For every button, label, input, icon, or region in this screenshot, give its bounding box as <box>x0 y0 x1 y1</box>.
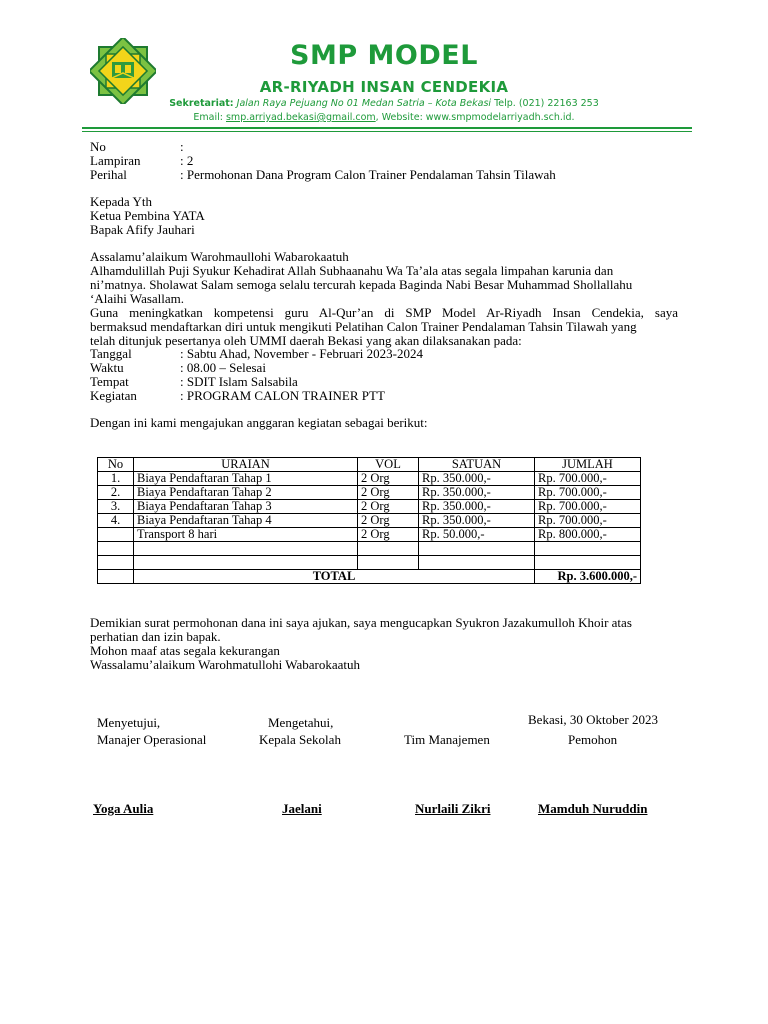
cell-no <box>98 542 134 556</box>
cell-uraian: Biaya Pendaftaran Tahap 4 <box>134 514 358 528</box>
table-row <box>98 528 641 542</box>
cell-vol <box>358 542 419 556</box>
cell-vol: 2 Org <box>358 472 419 486</box>
cell-satuan: Rp. 350.000,- <box>419 514 535 528</box>
closing-line-3: Mohon maaf atas segala kekurangan <box>90 643 280 658</box>
col-header-no: No <box>98 458 134 472</box>
field-no-value: : <box>180 139 184 154</box>
detail-tanggal-value: : Sabtu Ahad, November - Februari 2023-2024 <box>180 346 423 361</box>
cell-jumlah <box>535 542 641 556</box>
closing-line-2: perhatian dan izin bapak. <box>90 629 221 644</box>
phone-text: Telp. (021) 22163 253 <box>494 98 599 109</box>
cell-uraian: Biaya Pendaftaran Tahap 1 <box>134 472 358 486</box>
field-perihal-label: Perihal <box>90 167 127 182</box>
cell-no: 3. <box>98 500 134 514</box>
role-manajer-operasional: Manajer Operasional <box>97 732 207 747</box>
cell-vol: 2 Org <box>358 486 419 500</box>
recipient-line-2: Ketua Pembina YATA <box>90 208 205 223</box>
school-name: SMP MODEL <box>290 40 478 71</box>
paragraph-2-line-2: bermaksud mendaftarkan diri untuk mengikuti Pelatihan Calon Trainer Pendalaman Tahsin Tilawah yang <box>90 319 637 334</box>
paragraph-2-line-1: Guna meningkatkan kompetensi guru Al-Qur’an di SMP Model Ar-Riyadh Insan Cendekia, saya <box>90 305 678 320</box>
field-perihal-value: : Permohonan Dana Program Calon Trainer Pendalaman Tahsin Tilawah <box>180 167 556 182</box>
letterhead-rule-thick <box>82 127 692 129</box>
cell-jumlah: Rp. 700.000,- <box>535 472 641 486</box>
field-lampiran-label: Lampiran <box>90 153 141 168</box>
acknowledged-label: Mengetahui, <box>268 715 334 730</box>
detail-waktu-value: : 08.00 – Selesai <box>180 360 266 375</box>
table-row <box>98 486 641 500</box>
role-pemohon: Pemohon <box>568 732 618 747</box>
paragraph-1-line-1: Alhamdulillah Puji Syukur Kehadirat Allah Subhaanahu Wa Ta’ala atas segala limpahan karunia dan <box>90 263 614 278</box>
approved-label: Menyetujui, <box>97 715 161 730</box>
signatory-yoga-aulia: Yoga Aulia <box>93 801 154 816</box>
secretariat-label: Sekretariat: <box>169 98 234 109</box>
cell-uraian <box>134 542 358 556</box>
table-row <box>98 556 641 570</box>
cell-no: 4. <box>98 514 134 528</box>
cell-satuan: Rp. 50.000,- <box>419 528 535 542</box>
cell-satuan <box>419 542 535 556</box>
field-lampiran-value: : 2 <box>180 153 194 168</box>
website-text: , Website: www.smpmodelarriyadh.sch.id. <box>375 112 575 123</box>
cell-uraian: Biaya Pendaftaran Tahap 3 <box>134 500 358 514</box>
closing-line-4: Wassalamu’alaikum Warohmatullohi Wabarokaatuh <box>90 657 361 672</box>
paragraph-1-line-2: ni’matnya. Sholawat Salam semoga selalu tercurah kepada Baginda Nabi Besar Muhammad Shollallahu <box>90 277 633 292</box>
email-label: Email: <box>193 112 223 123</box>
recipient-line-3: Bapak Afify Jauhari <box>90 222 195 237</box>
address-line <box>0 98 768 109</box>
cell-no <box>98 528 134 542</box>
cell-vol: 2 Org <box>358 514 419 528</box>
table-row <box>98 472 641 486</box>
signatory-jaelani: Jaelani <box>282 801 322 816</box>
table-row <box>98 542 641 556</box>
detail-tempat-value: : SDIT Islam Salsabila <box>180 374 298 389</box>
cell-uraian: Transport 8 hari <box>134 528 358 542</box>
cell-jumlah: Rp. 800.000,- <box>535 528 641 542</box>
email-link[interactable]: smp.arriyad.bekasi@gmail.com <box>225 112 376 123</box>
address-text: Jalan Raya Pejuang No 01 Medan Satria – Kota Bekasi <box>236 98 492 109</box>
cell-uraian <box>134 556 358 570</box>
detail-tanggal-label: Tanggal <box>90 346 132 361</box>
cell-uraian: Biaya Pendaftaran Tahap 2 <box>134 486 358 500</box>
paragraph-1-line-3: ‘Alaihi Wasallam. <box>90 291 185 306</box>
col-header-satuan: SATUAN <box>419 458 535 472</box>
total-value: Rp. 3.600.000,- <box>535 570 641 584</box>
field-no-label: No <box>90 139 106 154</box>
cell-vol: 2 Org <box>358 528 419 542</box>
cell-jumlah: Rp. 700.000,- <box>535 486 641 500</box>
cell-no: 2. <box>98 486 134 500</box>
cell-no: 1. <box>98 472 134 486</box>
cell-no <box>98 556 134 570</box>
table-row <box>98 514 641 528</box>
total-label: TOTAL <box>134 570 535 584</box>
table-row <box>98 500 641 514</box>
budget-intro: Dengan ini kami mengajukan anggaran kegiatan sebagai berikut: <box>90 415 428 430</box>
cell-jumlah: Rp. 700.000,- <box>535 500 641 514</box>
detail-kegiatan-value: : PROGRAM CALON TRAINER PTT <box>180 388 385 403</box>
recipient-line-1: Kepada Yth <box>90 194 152 209</box>
letterhead-rule-thin <box>82 131 692 132</box>
cell-satuan: Rp. 350.000,- <box>419 472 535 486</box>
closing-line-1: Demikian surat permohonan dana ini saya ajukan, saya mengucapkan Syukron Jazakumulloh Khoir atas <box>90 615 632 630</box>
cell-vol: 2 Org <box>358 500 419 514</box>
signatory-mamduh-nuruddin: Mamduh Nuruddin <box>538 801 648 816</box>
role-tim-manajemen: Tim Manajemen <box>404 732 490 747</box>
detail-kegiatan-label: Kegiatan <box>90 388 137 403</box>
col-header-uraian: URAIAN <box>134 458 358 472</box>
paragraph-2-line-3: telah ditunjuk pesertanya oleh UMMI daerah Bekasi yang akan dilaksanakan pada: <box>90 333 522 348</box>
cell-jumlah <box>535 556 641 570</box>
signatory-nurlaili-zikri: Nurlaili Zikri <box>415 801 491 816</box>
table-total-row <box>98 570 641 584</box>
contact-line <box>0 112 768 123</box>
cell-vol <box>358 556 419 570</box>
cell-satuan: Rp. 350.000,- <box>419 500 535 514</box>
role-kepala-sekolah: Kepala Sekolah <box>259 732 341 747</box>
cell-satuan <box>419 556 535 570</box>
col-header-vol: VOL <box>358 458 419 472</box>
detail-tempat-label: Tempat <box>90 374 129 389</box>
letter-date: Bekasi, 30 Oktober 2023 <box>528 712 658 727</box>
col-header-jumlah: JUMLAH <box>535 458 641 472</box>
greeting: Assalamu’alaikum Warohmaullohi Wabarokaatuh <box>90 249 349 264</box>
cell-no <box>98 570 134 584</box>
table-header-row <box>98 458 641 472</box>
school-subtitle: AR-RIYADH INSAN CENDEKIA <box>259 78 509 96</box>
cell-jumlah: Rp. 700.000,- <box>535 514 641 528</box>
budget-table <box>97 457 641 584</box>
cell-satuan: Rp. 350.000,- <box>419 486 535 500</box>
detail-waktu-label: Waktu <box>90 360 124 375</box>
